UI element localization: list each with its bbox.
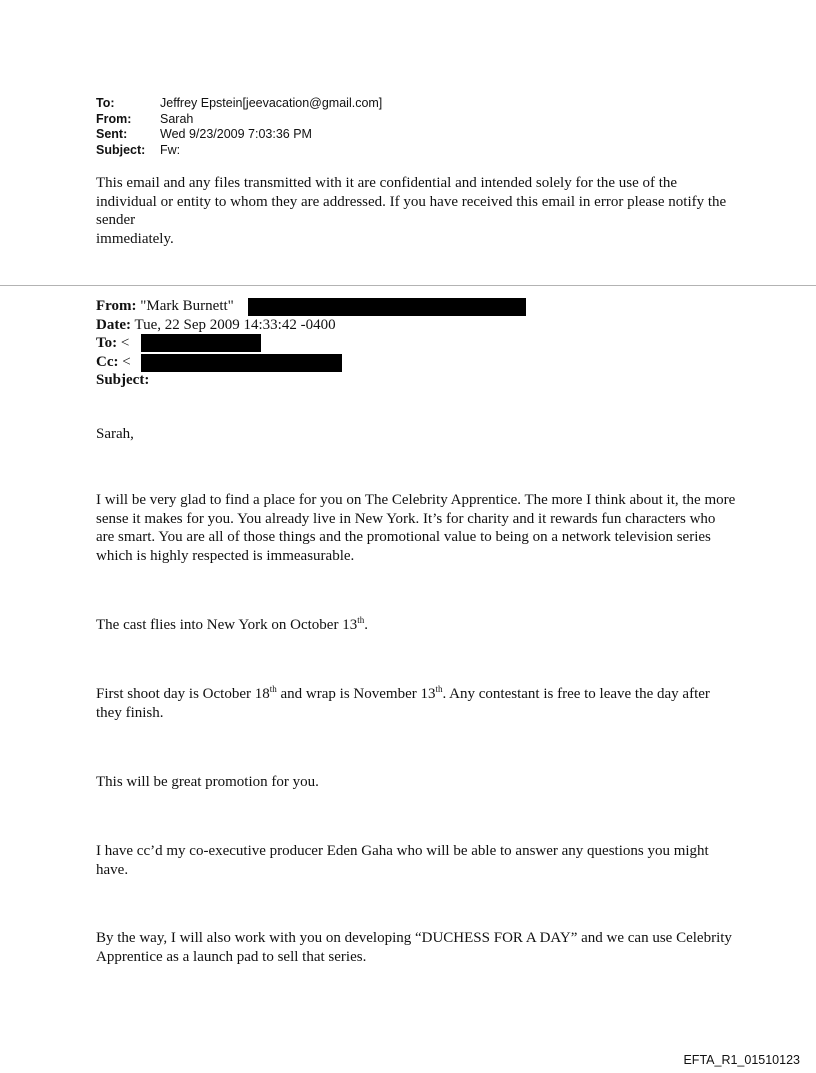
document-id: EFTA_R1_01510123: [683, 1053, 800, 1067]
paragraph-cast-flies: [96, 616, 736, 635]
header-from-row: [96, 112, 382, 128]
p3-part-c: . Any contestant is free to leave the day after they finish.: [96, 686, 710, 721]
fwd-from-row: [96, 297, 336, 316]
fwd-cc-value: <: [122, 353, 131, 370]
header-to-row: [96, 96, 382, 112]
fwd-date-value: Tue, 22 Sep 2009 14:33:42 -0400: [134, 316, 336, 333]
fwd-from-label: From:: [96, 298, 137, 314]
fwd-to-row: [96, 334, 336, 353]
fwd-cc-row: [96, 353, 336, 372]
p3-part-a: First shoot day is October 18: [96, 686, 270, 702]
fwd-cc-label: Cc:: [96, 353, 119, 370]
p3-sup-2: th: [435, 684, 443, 694]
fwd-subject-row: [96, 371, 336, 390]
fwd-date-row: [96, 316, 336, 335]
from-label: From:: [96, 111, 132, 126]
fwd-date-label: Date:: [96, 316, 131, 333]
redaction-bar: [141, 354, 342, 372]
header-subject-row: [96, 143, 382, 159]
paragraph-celebrity-apprentice: I will be very glad to find a place for you on The Celebrity Apprentice. The more I think about it, the more sense it makes for you. You already live in New York. It’s for charity and it rewards fun characters who are smart. You are all of those things and the promotional value to being on a network television series which is highly respected is immeasurable.: [96, 492, 736, 564]
email-header: [96, 96, 382, 158]
fwd-subject-label: Subject:: [96, 372, 150, 388]
divider: [0, 285, 816, 286]
to-label: To:: [96, 96, 115, 110]
p2-sup: th: [357, 615, 365, 625]
redaction-bar: [141, 334, 261, 352]
paragraph-duchess: By the way, I will also work with you on developing “DUCHESS FOR A DAY” and we can use Celebrity Apprentice as a launch pad to sell that series.: [96, 930, 732, 965]
paragraph-promotion: This will be great promotion for you.: [96, 774, 319, 790]
forwarded-header: [96, 297, 336, 390]
paragraph-cc-producer: I have cc’d my co-executive producer Eden Gaha who will be able to answer any questions you might have.: [96, 843, 709, 878]
subject-value: Fw:: [160, 142, 181, 157]
sent-label: Sent:: [96, 127, 128, 141]
header-sent-row: [96, 127, 382, 143]
from-value: Sarah: [160, 111, 194, 126]
p3-part-b: and wrap is November 13: [276, 686, 436, 702]
to-value: Jeffrey Epstein[jeevacation@gmail.com]: [160, 96, 383, 110]
subject-label: Subject:: [96, 142, 146, 157]
paragraph-shoot-dates: [96, 685, 736, 722]
fwd-from-value: "Mark Burnett": [140, 298, 234, 314]
p3-sup-1: th: [269, 684, 277, 694]
confidentiality-disclaimer: This email and any files transmitted with it are confidential and intended solely for the use of the individual or entity to whom they are addressed. If you have received this email in error please notify the sender immediately.: [96, 175, 727, 247]
greeting: Sarah,: [96, 426, 134, 442]
fwd-to-label: To:: [96, 335, 118, 351]
p2-end: .: [364, 617, 368, 633]
redaction-bar: [248, 298, 526, 316]
sent-value: Wed 9/23/2009 7:03:36 PM: [160, 127, 312, 141]
fwd-to-value: <: [120, 335, 130, 351]
p2-text: The cast flies into New York on October 13: [96, 617, 358, 633]
